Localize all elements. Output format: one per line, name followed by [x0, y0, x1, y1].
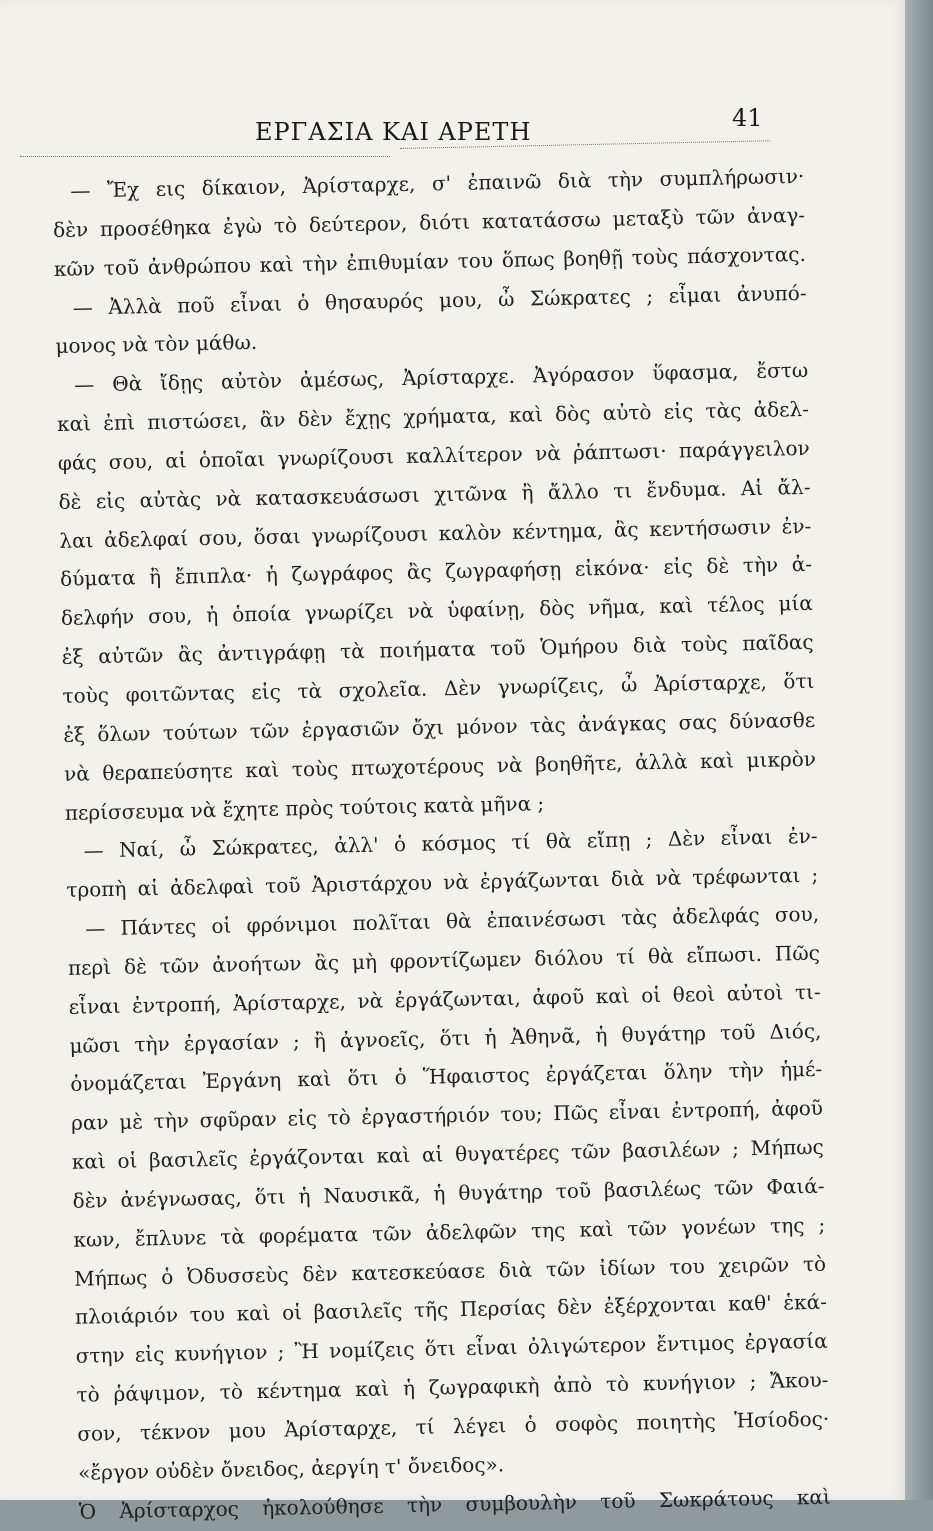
text-line: πλοιάριόν του καὶ οἱ βασιλεῖς τῆς Περσίας δὲν ἐξέρχονται καθ' ἑκά-	[74, 1290, 828, 1330]
text-line: κῶν τοῦ ἀνθρώπου καὶ τὴν ἐπιθυμίαν του ὅπως βοηθῇ τοὺς πάσχοντας.	[53, 241, 807, 281]
running-title: ΕΡΓΑΣΙΑ ΚΑΙ ΑΡΕΤΗ	[255, 118, 532, 146]
text-line: τὸ ῥάψιμον, τὸ κέντημα καὶ ἡ ζωγραφικὴ ἀπὸ τὸ κυνήγιον ; Ἄκου-	[76, 1367, 829, 1407]
page-edge	[905, 0, 933, 1500]
text-line: νὰ θεραπεύσητε καὶ τοὺς πτωχοτέρους νὰ βοηθῆτε, ἀλλὰ καὶ μικρὸν	[63, 746, 817, 786]
text-line: φάς σου, αἱ ὁποῖαι γνωρίζουσι καλλίτερον νὰ ῥάπτωσι· παράγγειλον	[57, 435, 810, 475]
text-line: — Ναί, ὦ Σώκρατες, ἀλλ' ὁ κόσμος τί θὰ εἴπῃ ; Δὲν εἶναι ἐν-	[83, 824, 818, 863]
text-line: στην εἰς κυνήγιον ; Ἢ νομίζεις ὅτι εἶναι ὀλιγώτερον ἔντιμος ἐργασία	[75, 1328, 828, 1369]
text-line: — Ἀλλὰ ποῦ εἶναι ὁ θησαυρός μου, ὦ Σώκρατες ; εἶμαι ἀνυπό-	[72, 280, 807, 320]
page-number: 41	[732, 104, 763, 132]
text-line: περὶ δὲ τῶν ἀνοήτων ἂς μὴ φροντίζωμεν διόλου τί θὰ εἴπωσι. Πῶς	[67, 940, 821, 980]
header-rule	[20, 156, 390, 157]
page-header	[20, 98, 763, 158]
text-line: δελφήν σου, ἡ ὁποία γνωρίζει νὰ ὑφαίνῃ, δὸς νῆμα, καὶ τέλος μία	[60, 591, 814, 631]
text-line: ἐξ αὐτῶν ἂς ἀντιγράφῃ τὰ ποιήματα τοῦ Ὁμήρου διὰ τοὺς παῖδας	[61, 629, 814, 670]
text-line: τοὺς φοιτῶντας εἰς τὰ σχολεῖα. Δὲν γνωρίζεις, ὦ Ἀρίσταρχε, ὅτι	[62, 668, 815, 708]
text-line: Ὁ Ἀρίσταρχος ἠκολούθησε τὴν συμβουλὴν τοῦ Σωκράτους καὶ	[78, 1484, 831, 1524]
text-line: περίσσευμα νὰ ἔχητε πρὸς τούτοις κατὰ μῆνα ;	[64, 790, 545, 825]
text-line: δὲν ἀνέγνωσας, ὅτι ἡ Ναυσικᾶ, ἡ θυγάτηρ τοῦ βασιλέως τῶν Φαιά-	[72, 1173, 825, 1213]
text-line: μῶσι τὴν ἐργασίαν ; ἢ ἀγνοεῖς, ὅτι ἡ Ἀθηνᾶ, ἡ θυγάτηρ τοῦ Διός,	[69, 1018, 822, 1058]
text-line: — Ἔχ εις δίκαιον, Ἀρίσταρχε, σ' ἐπαινῶ διὰ τὴν συμπλήρωσιν·	[70, 163, 805, 203]
text-line: δὲν προσέθηκα ἐγὼ τὸ δεύτερον, διότι κατατάσσω μεταξὺ τῶν ἀναγ-	[52, 202, 806, 242]
text-line: «ἔργον οὐδὲν ὄνειδος, ἀεργίη τ' ὄνειδος».	[77, 1452, 505, 1485]
text-line: ἐξ ὅλων τούτων τῶν ἐργασιῶν ὄχι μόνον τὰς ἀνάγκας σας δύνασθε	[63, 707, 816, 747]
text-line: ὀνομάζεται Ἐργάνη καὶ ὅτι ὁ Ἥφαιστος ἐργάζεται ὅλην τὴν ἡμέ-	[70, 1057, 823, 1097]
text-line: τροπὴ αἱ ἀδελφαὶ τοῦ Ἀριστάρχου νὰ ἐργάζωνται διὰ νὰ τρέφωνται ;	[66, 862, 819, 903]
text-line: εἶναι ἐντροπή, Ἀρίσταρχε, νὰ ἐργάζωνται, ἀφοῦ καὶ οἱ θεοὶ αὐτοὶ τι-	[68, 979, 821, 1019]
text-line: Μήπως ὁ Ὀδυσσεὺς δὲν κατεσκεύασε διὰ τῶν ἰδίων του χειρῶν τὸ	[73, 1251, 827, 1291]
text-line: ραν μὲ τὴν σφῦραν εἰς τὸ ἐργαστήριόν του; Πῶς εἶναι ἐντροπή, ἀφοῦ	[70, 1095, 824, 1136]
text-line: καὶ ἐπὶ πιστώσει, ἂν δὲν ἔχῃς χρήματα, καὶ δὸς αὐτὸ εἰς τὰς ἀδελ-	[56, 396, 810, 437]
text-line: — Θὰ ἴδῃς αὐτὸν ἀμέσως, Ἀρίσταρχε. Ἀγόρασον ὕφασμα, ἔστω	[74, 358, 809, 397]
text-line: κων, ἔπλυνε τὰ φορέματα τῶν ἀδελφῶν της καὶ τῶν γονέων της ;	[73, 1212, 826, 1252]
text-line: λαι ἀδελφαί σου, ὅσαι γνωρίζουσι καλὸν κέντημα, ἂς κεντήσωσιν ἐν-	[59, 513, 812, 553]
text-line: δύματα ἢ ἔπιπλα· ἡ ζωγράφος ἂς ζωγραφήσῃ εἰκόνα· εἰς δὲ τὴν ἀ-	[59, 552, 813, 592]
text-line: δὲ εἰς αὐτὰς νὰ κατασκευάσωσι χιτῶνα ἢ ἄλλο τι ἔνδυμα. Αἱ ἄλ-	[58, 474, 811, 514]
text-line: μονος νὰ τὸν μάθω.	[55, 330, 258, 359]
text-line: σον, τέκνον μου Ἀρίσταρχε, τί λέγει ὁ σοφὸς ποιητὴς Ἡσίοδος·	[77, 1406, 830, 1446]
text-line: καὶ οἱ βασιλεῖς ἐργάζονται καὶ αἱ θυγατέρες τῶν βασιλέων ; Μήπως	[71, 1134, 824, 1174]
text-line: — Πάντες οἱ φρόνιμοι πολῖται θὰ ἐπαινέσωσι τὰς ἀδελφάς σου,	[84, 901, 820, 941]
body-text	[52, 157, 831, 1531]
